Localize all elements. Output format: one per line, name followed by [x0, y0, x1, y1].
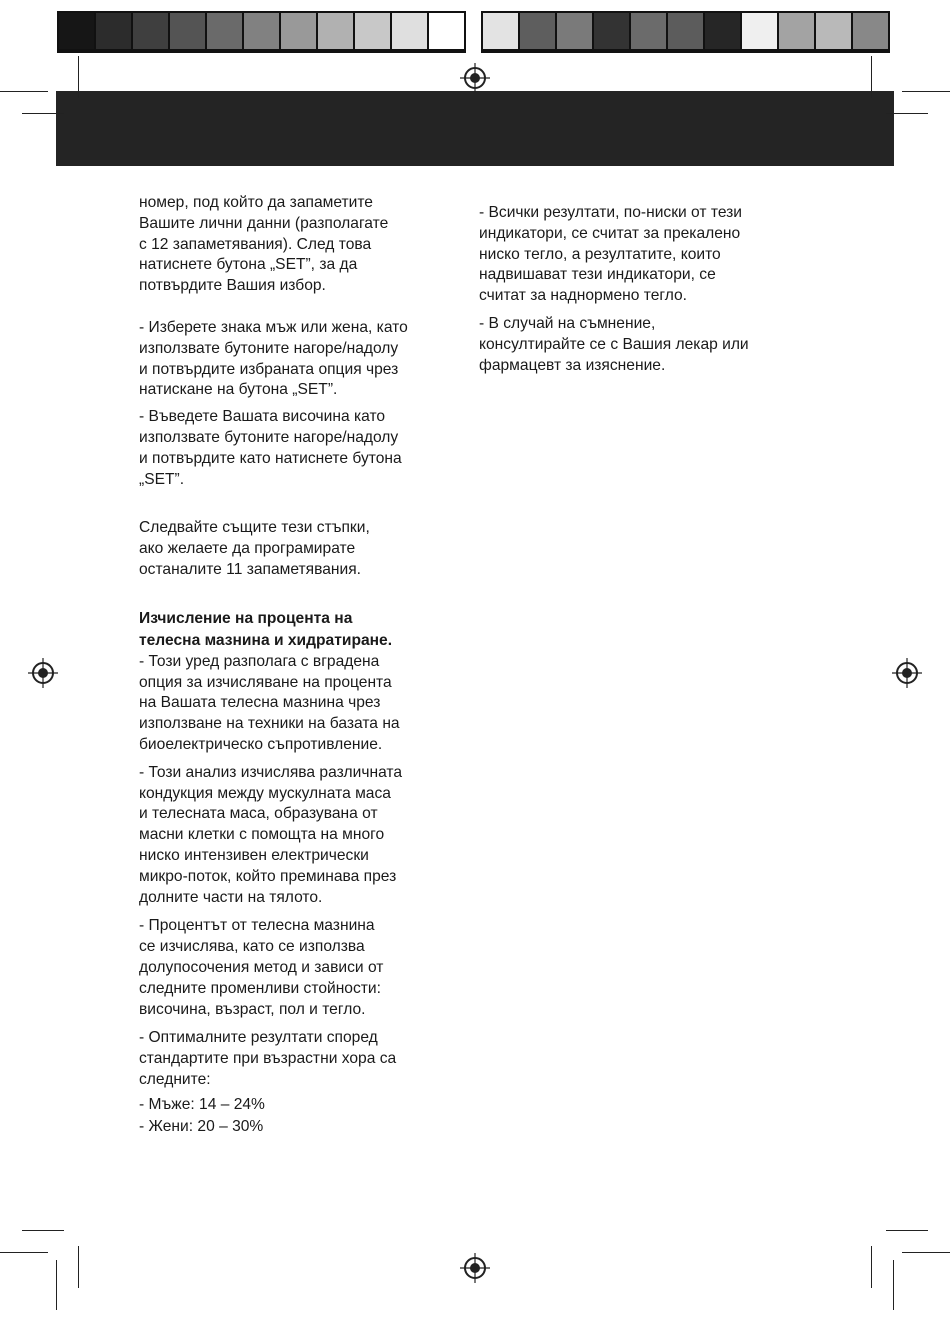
crop-mark	[871, 56, 872, 98]
crop-mark	[886, 113, 928, 114]
paragraph-memory: номер, под който да запаметите Вашите лични данни (разполагате с 12 запаметявания). След това натиснете бутона „SET”, за да потвърдите Вашия избор.	[139, 194, 389, 295]
crop-mark	[886, 1230, 928, 1231]
paragraph-analysis: - Този анализ изчислява различната кондукция между мускулната маса и телесната маса, образувана от масни клетки с помощта на много ниско интензивен електрически микро-поток, който преминава през долните части на тялото.	[139, 763, 403, 906]
paragraph-indicators: - Всички резултати, по-ниски от тези индикатори, се считат за прекалено ниско тегло, а резултатите, които надвишават тези индикатори, се считат за наднормено тегло.	[479, 204, 743, 305]
registration-mark-icon	[892, 658, 922, 688]
color-bar-right	[481, 11, 890, 53]
registration-mark-icon	[460, 1253, 490, 1283]
crop-mark	[0, 91, 48, 92]
color-swatch	[557, 13, 592, 49]
color-swatch	[520, 13, 555, 49]
paragraph-percentage: - Процентът от телесна мазнина се изчислява, като се използва долупосочения метод и зависи от следните променливи стойности: височина, възраст, пол и тегло.	[139, 917, 384, 1018]
color-swatch	[429, 13, 464, 49]
color-swatch	[668, 13, 703, 49]
crop-mark	[902, 91, 950, 92]
color-swatch	[318, 13, 353, 49]
color-swatch	[133, 13, 168, 49]
color-swatch	[742, 13, 777, 49]
section-heading: Изчисление на процента на телесна мазнина и хидратиране.	[139, 609, 393, 649]
header-bar	[56, 91, 894, 166]
crop-mark	[22, 1230, 64, 1231]
color-swatch	[355, 13, 390, 49]
color-swatch	[207, 13, 242, 49]
paragraph-doubt: - В случай на съмнение, консултирайте се с Вашия лекар или фармацевт за изяснение.	[479, 314, 749, 374]
paragraph-optimal: - Оптималните резултати според стандартите при възрастни хора са следните:	[139, 1029, 397, 1088]
color-swatch	[96, 13, 131, 49]
color-swatch	[779, 13, 814, 49]
paragraph-repeat: Следвайте същите тези стъпки, ако желаете да програмирате останалите 11 запаметявания.	[139, 519, 370, 578]
right-column	[479, 203, 799, 376]
crop-mark	[78, 1246, 79, 1288]
color-swatch	[244, 13, 279, 49]
color-swatch	[483, 13, 518, 49]
color-swatch	[594, 13, 629, 49]
paragraph-bia: - Този уред разполага с вградена опция за изчисляване на процента на Вашата телесна мазнина чрез използване на техники на базата на биоелектрическо съпротивление.	[139, 652, 400, 753]
color-swatch	[853, 13, 888, 49]
registration-mark-icon	[28, 658, 58, 688]
crop-mark	[56, 1260, 57, 1310]
color-swatch	[631, 13, 666, 49]
crop-mark	[22, 113, 64, 114]
color-swatch	[281, 13, 316, 49]
paragraph-gender: - Изберете знака мъж или жена, като използвате бутоните нагоре/надолу и потвърдите избраната опция чрез натискане на бутона „SET”.	[139, 318, 408, 399]
paragraph-height: - Въведете Вашата височина като използвате бутоните нагоре/надолу и потвърдите като натиснете бутона „SET”.	[139, 408, 402, 488]
range-women: - Жени: 20 – 30%	[139, 1118, 264, 1136]
crop-mark	[78, 56, 79, 98]
crop-mark	[871, 1246, 872, 1288]
registration-mark-icon	[460, 63, 490, 93]
color-swatch	[170, 13, 205, 49]
color-swatch	[816, 13, 851, 49]
crop-mark	[0, 1252, 48, 1253]
color-swatch	[392, 13, 427, 49]
crop-mark	[893, 1260, 894, 1310]
left-column	[139, 193, 454, 1138]
color-bar-left	[57, 11, 466, 53]
crop-mark	[902, 1252, 950, 1253]
color-swatch	[59, 13, 94, 49]
range-men: - Мъже: 14 – 24%	[139, 1095, 265, 1113]
color-swatch	[705, 13, 740, 49]
